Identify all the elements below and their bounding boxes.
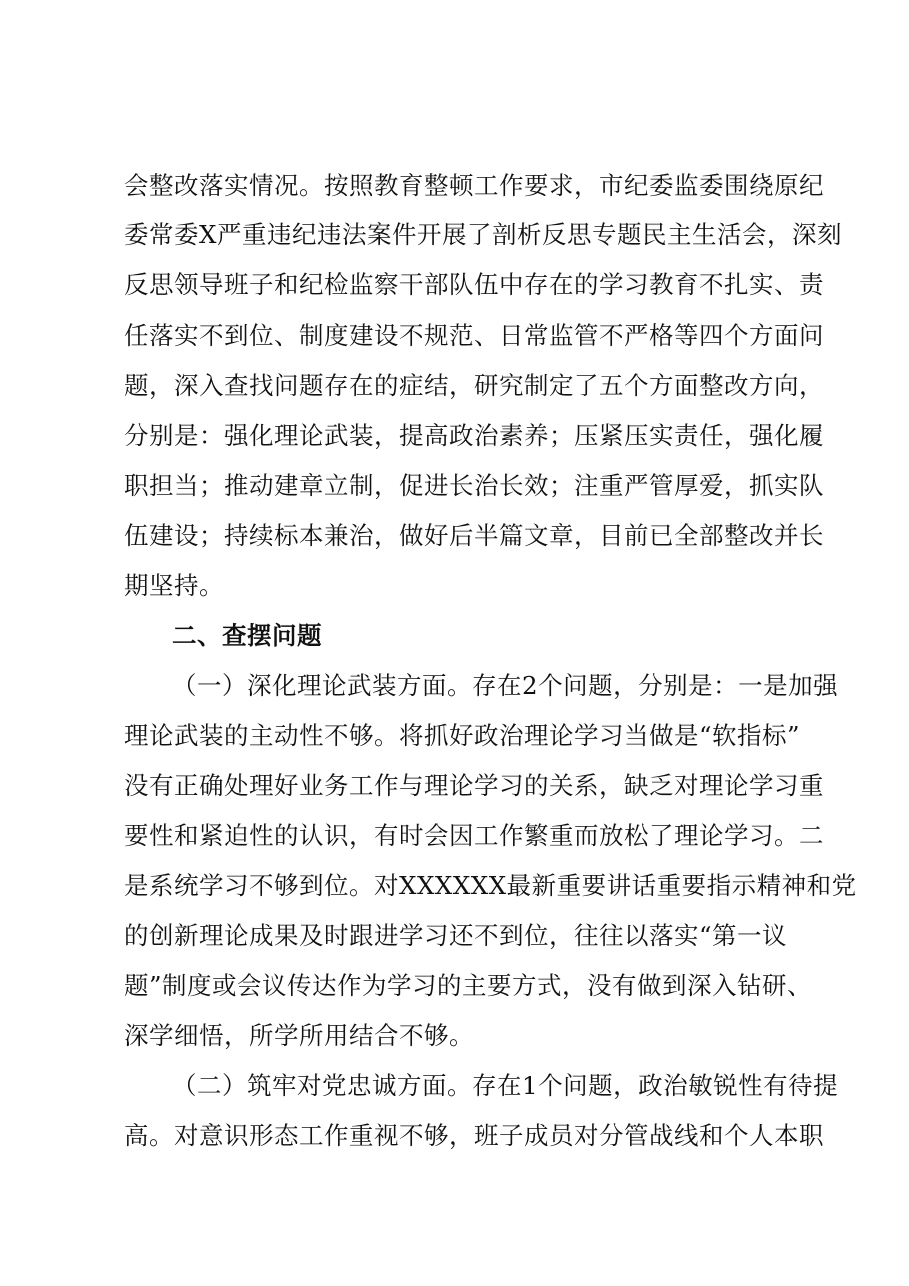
section-heading: 二、查摆问题	[172, 621, 322, 650]
body-text-line: 伍建设；持续标本兼治，做好后半篇文章，目前已全部整改并长	[124, 521, 824, 550]
body-text-line: 分别是：强化理论武装，提高政治素养；压紧压实责任，强化履	[124, 421, 824, 450]
body-text-line: 的创新理论成果及时跟进学习还不到位，往往以落实“第一议	[124, 921, 788, 950]
body-text-line: 委常委X严重违纪违法案件开展了剖析反思专题民主生活会，深刻	[124, 220, 842, 249]
body-text-line: 会整改落实情况。按照教育整顿工作要求，市纪委监委围绕原纪	[124, 171, 824, 200]
body-text-line: 要性和紧迫性的认识，有时会因工作繁重而放松了理论学习。二	[124, 821, 824, 850]
body-text-line: 没有正确处理好业务工作与理论学习的关系，缺乏对理论学习重	[124, 771, 824, 800]
body-text-line: 职担当；推动建章立制，促进长治长效；注重严管厚爱，抓实队	[124, 471, 824, 500]
body-text-line: （一）深化理论武装方面。存在2个问题，分别是：一是加强	[172, 671, 839, 700]
body-text-line: 是系统学习不够到位。对XXXXXX最新重要讲话重要指示精神和党	[124, 871, 857, 900]
body-text-line: 题”制度或会议传达作为学习的主要方式，没有做到深入钻研、	[124, 971, 813, 1000]
body-text-line: 反思领导班子和纪检监察干部队伍中存在的学习教育不扎实、责	[124, 270, 824, 299]
body-text-line: 深学细悟，所学所用结合不够。	[124, 1021, 474, 1050]
body-text-line: 期坚持。	[124, 571, 224, 600]
body-text-line: 任落实不到位、制度建设不规范、日常监管不严格等四个方面问	[124, 321, 824, 350]
body-text-line: 题，深入查找问题存在的症结，研究制定了五个方面整改方向，	[124, 371, 824, 400]
body-text-line: 高。对意识形态工作重视不够，班子成员对分管战线和个人本职	[124, 1121, 824, 1150]
body-text-line: （二）筑牢对党忠诚方面。存在1个问题，政治敏锐性有待提	[172, 1071, 839, 1100]
body-text-line: 理论武装的主动性不够。将抓好政治理论学习当做是“软指标”	[124, 721, 801, 750]
